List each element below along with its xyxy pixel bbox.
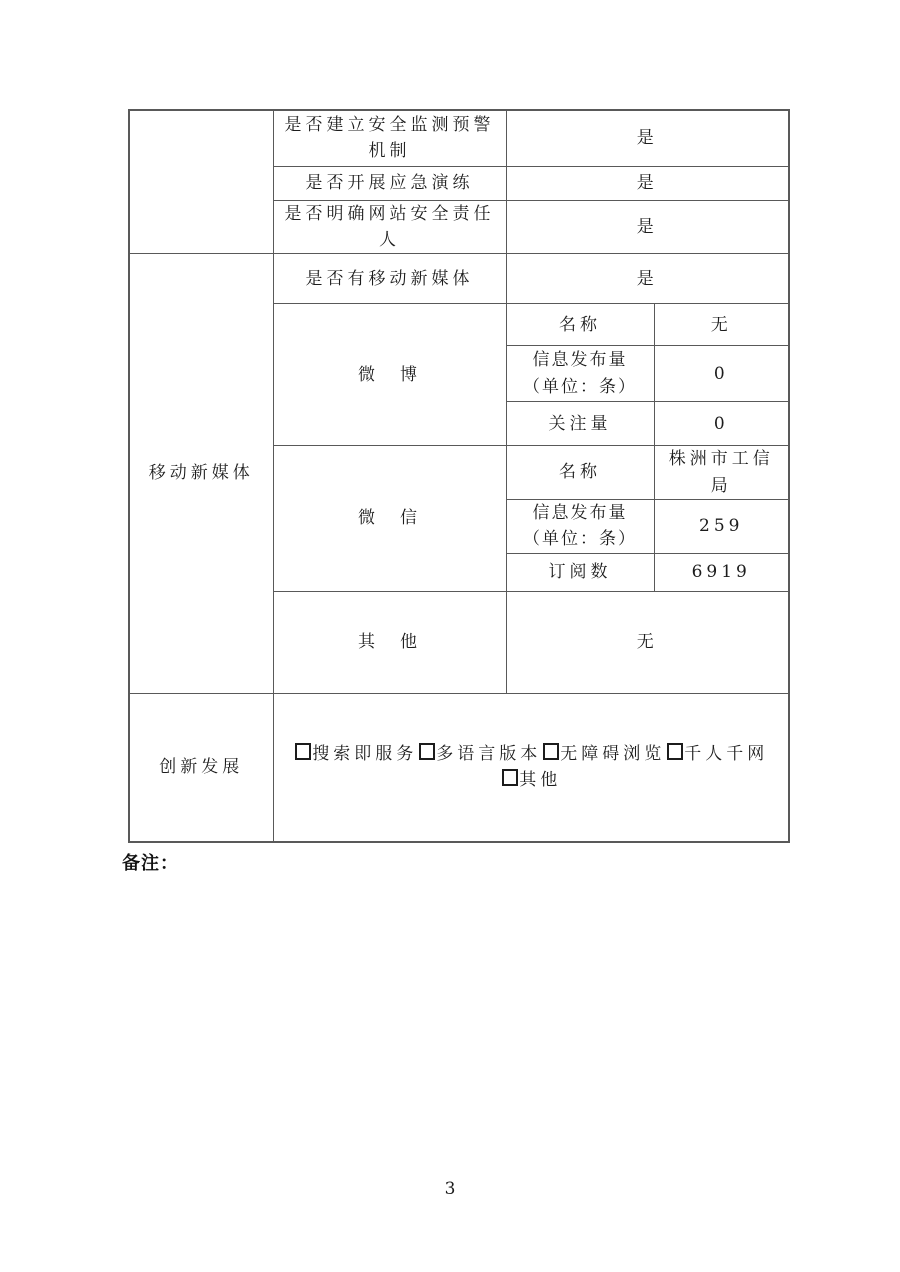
option-label: 多语言版本 bbox=[436, 743, 542, 764]
wechat-posts-label-cell bbox=[506, 499, 654, 553]
security-responsible-label: 是否明确网站安全责任人 bbox=[273, 200, 506, 254]
wechat-label-cell: 微 信 bbox=[273, 446, 506, 591]
security-responsible-value: 是 bbox=[506, 200, 789, 254]
wechat-name-label: 名称 bbox=[506, 446, 654, 500]
checkbox-icon bbox=[667, 743, 683, 760]
option-label: 其他 bbox=[519, 770, 562, 791]
section-header-mobile-media: 移动新媒体 bbox=[129, 254, 273, 693]
innovation-option bbox=[541, 744, 665, 764]
innovation-option bbox=[293, 744, 417, 764]
wechat-subscribers-label: 订阅数 bbox=[506, 553, 654, 591]
table-row bbox=[129, 110, 789, 166]
innovation-option bbox=[500, 770, 561, 790]
emergency-drill-label: 是否开展应急演练 bbox=[273, 166, 506, 200]
innovation-option bbox=[665, 744, 768, 764]
wechat-subscribers-value: 6919 bbox=[654, 553, 789, 591]
section-header-innovation: 创新发展 bbox=[129, 693, 273, 842]
weibo-followers-label: 关注量 bbox=[506, 402, 654, 446]
has-mobile-media-value: 是 bbox=[506, 254, 789, 304]
section-header-cell-empty bbox=[129, 110, 273, 254]
weibo-posts-value: 0 bbox=[654, 346, 789, 402]
innovation-options-cell bbox=[273, 693, 789, 842]
table-row bbox=[129, 693, 789, 842]
annual-report-table bbox=[128, 109, 790, 843]
wechat-posts-label-line1: 信息发布量 bbox=[532, 502, 628, 523]
weibo-name-value: 无 bbox=[654, 304, 789, 346]
weibo-followers-value: 0 bbox=[654, 402, 789, 446]
other-media-label: 其 他 bbox=[273, 591, 506, 693]
option-label: 无障碍浏览 bbox=[560, 743, 666, 764]
checkbox-icon bbox=[419, 743, 435, 760]
row-label-cell bbox=[273, 110, 506, 166]
weibo-posts-label-line1: 信息发布量 bbox=[532, 350, 628, 371]
emergency-drill-value: 是 bbox=[506, 166, 789, 200]
weibo-posts-label-line2: （单位：条） bbox=[523, 376, 637, 397]
security-monitor-label-line1: 是否建立安全监测预警 bbox=[284, 114, 495, 135]
weibo-posts-label-cell bbox=[506, 346, 654, 402]
security-monitor-label-line2: 机制 bbox=[368, 141, 411, 162]
wechat-posts-label-line2: （单位：条） bbox=[523, 529, 637, 550]
weibo-name-label: 名称 bbox=[506, 304, 654, 346]
wechat-posts-value: 259 bbox=[654, 499, 789, 553]
notes-label: 备注： bbox=[122, 853, 179, 873]
checkbox-icon bbox=[502, 769, 518, 786]
has-mobile-media-label: 是否有移动新媒体 bbox=[273, 254, 506, 304]
option-label: 搜索即服务 bbox=[312, 743, 418, 764]
weibo-label-cell: 微 博 bbox=[273, 304, 506, 446]
security-monitor-value: 是 bbox=[506, 110, 789, 166]
checkbox-icon bbox=[543, 743, 559, 760]
checkbox-icon bbox=[295, 743, 311, 760]
option-label: 千人千网 bbox=[684, 743, 769, 764]
other-media-value: 无 bbox=[506, 591, 789, 693]
page-number: 3 bbox=[444, 1179, 456, 1199]
innovation-option bbox=[417, 744, 541, 764]
wechat-name-value: 株洲市工信局 bbox=[654, 446, 789, 500]
table-row bbox=[129, 254, 789, 304]
